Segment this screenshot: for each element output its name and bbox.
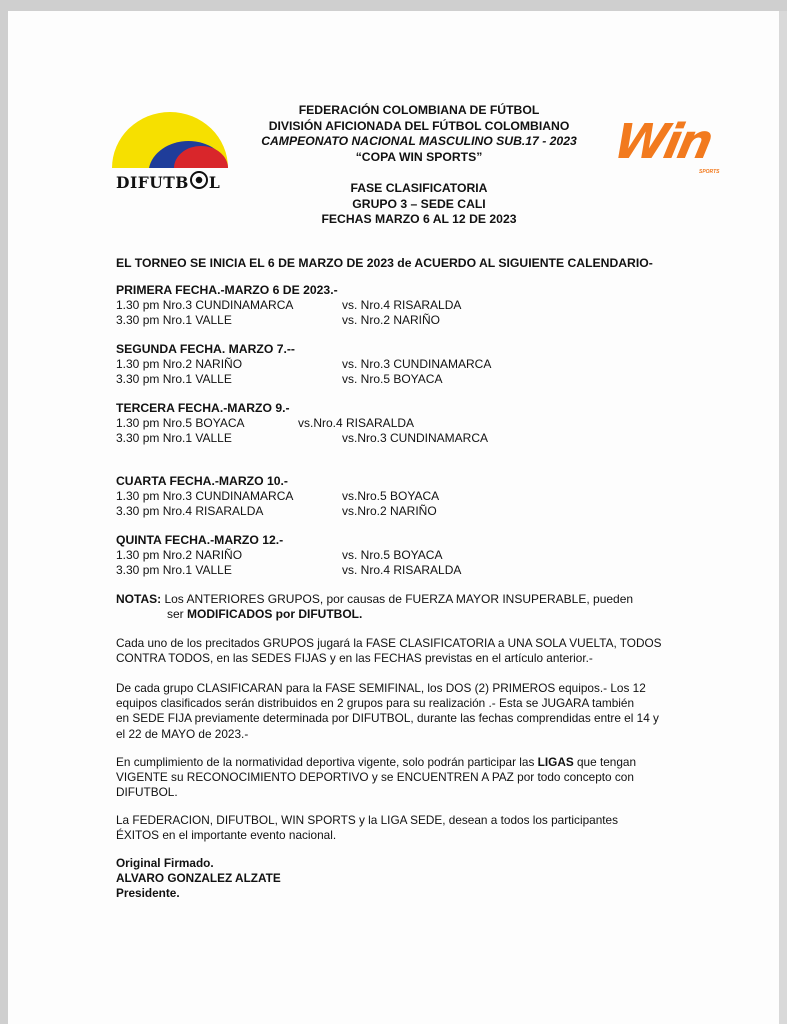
paragraph-ligas: En cumplimiento de la normatividad deportiva vigente, solo podrán participar las LIGAS que tengan VIGENTE su RECONOCIMIENTO DEPORTIVO y se ENCUENTREN A PAZ por todo concepto con DIFUTBOL. xyxy=(116,755,637,800)
win-sports-logo xyxy=(609,112,730,184)
background-top xyxy=(0,0,787,11)
soccer-ball-icon xyxy=(190,171,208,189)
fixture-match: 1.30 pm Nro.2 NARIÑO vs. Nro.5 BOYACA xyxy=(116,548,443,562)
paragraph-semifinal: De cada grupo CLASIFICARAN para la FASE SEMIFINAL, los DOS (2) PRIMEROS equipos.- Los 12 equipos clasificados serán distribuidos en 2 grupos para su realización .- Esta se JUGARA también en SEDE FIJA previamente determinada por DIFUTBOL, durante las fechas comprendidas entre el 14 y el 22 de MAYO de 2023.- xyxy=(116,681,659,741)
tournament-intro: EL TORNEO SE INICIA EL 6 DE MARZO DE 2023 de ACUERDO AL SIGUIENTE CALENDARIO- xyxy=(116,256,653,270)
document-subheader xyxy=(224,181,614,228)
fixture-match: 3.30 pm Nro.1 VALLE vs. Nro.2 NARIÑO xyxy=(116,313,441,327)
difutbol-logo xyxy=(104,106,234,192)
notas-line: ser MODIFICADOS por DIFUTBOL. xyxy=(167,607,363,621)
fixture-match: 1.30 pm Nro.2 NARIÑO vs. Nro.3 CUNDINAMARCA xyxy=(116,357,492,371)
fixture-match: 1.30 pm Nro.3 CUNDINAMARCA vs. Nro.4 RISARALDA xyxy=(116,298,462,312)
difutbol-brand-text: DIFUTB L xyxy=(116,173,221,192)
paragraph-exitos: La FEDERACION, DIFUTBOL, WIN SPORTS y la LIGA SEDE, desean a todos los participantes ÉXITOS en el importante evento nacional. xyxy=(116,813,618,843)
win-logo-subtext: SPORTS xyxy=(699,169,720,175)
fixture-match: 1.30 pm Nro.3 CUNDINAMARCA vs.Nro.5 BOYACA xyxy=(116,489,440,503)
fixture-match: 1.30 pm Nro.5 BOYACA vs.Nro.4 RISARALDA xyxy=(116,416,415,430)
signature-block xyxy=(116,856,704,902)
fixture-match: 3.30 pm Nro.1 VALLE vs. Nro.4 RISARALDA xyxy=(116,563,462,577)
signature-name: ALVARO GONZALEZ ALZATE xyxy=(116,871,281,886)
signature-note: Original Firmado. xyxy=(116,856,214,870)
header-championship: CAMPEONATO NACIONAL MASCULINO SUB.17 - 2023 xyxy=(261,134,577,148)
fixture-title: PRIMERA FECHA.-MARZO 6 DE 2023.- xyxy=(116,283,338,297)
paragraph-fase: Cada uno de los precitados GRUPOS jugará la FASE CLASIFICATORIA a UNA SOLA VUELTA, TODOS CONTRA TODOS, en las SEDES FIJAS y en las FECHAS previstas en el artículo anterior.- xyxy=(116,636,662,666)
signature-title: Presidente. xyxy=(116,886,180,901)
document-header xyxy=(224,103,614,165)
fixture-match: 3.30 pm Nro.4 RISARALDA vs.Nro.2 NARIÑO xyxy=(116,504,437,518)
notas-label: NOTAS: xyxy=(116,592,162,606)
header-division: DIVISIÓN AFICIONADA DEL FÚTBOL COLOMBIANO xyxy=(268,118,570,133)
header-phase: FASE CLASIFICATORIA xyxy=(350,181,488,195)
fixture-title: CUARTA FECHA.-MARZO 10.- xyxy=(116,474,288,488)
fixture-title: QUINTA FECHA.-MARZO 12.- xyxy=(116,533,284,547)
header-federation: FEDERACIÓN COLOMBIANA DE FÚTBOL xyxy=(298,103,540,117)
header-group: GRUPO 3 – SEDE CALI xyxy=(352,196,486,211)
notas-line: NOTAS: Los ANTERIORES GRUPOS, por causas de FUERZA MAYOR INSUPERABLE, pueden xyxy=(116,592,634,606)
fixture-title: SEGUNDA FECHA. MARZO 7.-- xyxy=(116,342,295,356)
fixture-title: TERCERA FECHA.-MARZO 9.- xyxy=(116,401,290,415)
fixture-match: 3.30 pm Nro.1 VALLE vs.Nro.3 CUNDINAMARCA xyxy=(116,431,489,445)
fixture-match: 3.30 pm Nro.1 VALLE vs. Nro.5 BOYACA xyxy=(116,372,443,386)
colombia-flag-emblem-icon xyxy=(104,106,234,176)
header-dates: FECHAS MARZO 6 AL 12 DE 2023 xyxy=(321,212,517,226)
header-cup: “COPA WIN SPORTS” xyxy=(355,149,483,164)
win-logo-text: Win xyxy=(609,114,716,170)
background-left xyxy=(0,0,8,1024)
